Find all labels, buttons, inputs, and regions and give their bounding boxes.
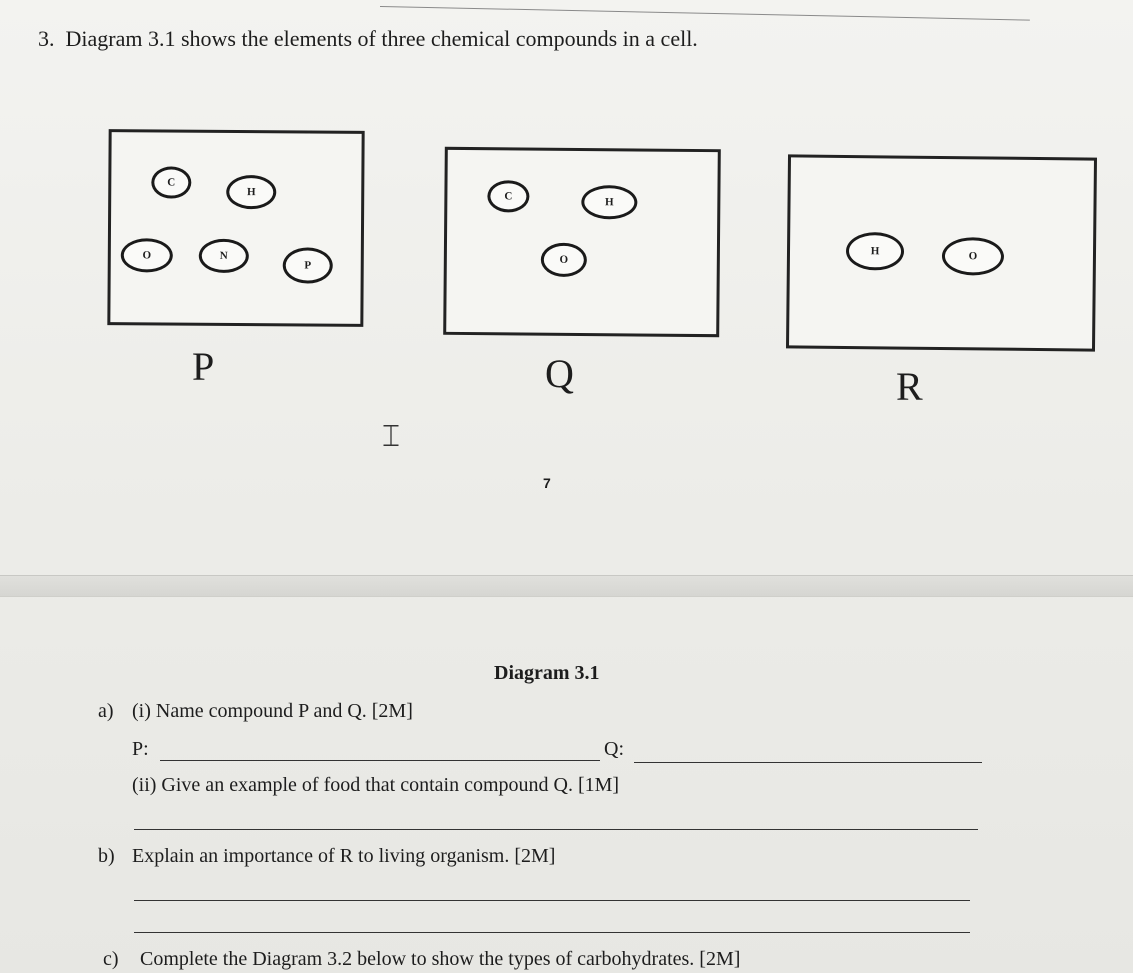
answer-p-line[interactable] <box>160 760 600 761</box>
answer-a-ii-line[interactable] <box>134 829 978 830</box>
question-3-heading <box>38 26 698 52</box>
atom-o: O <box>121 238 173 272</box>
compound-r-label: R <box>896 364 923 409</box>
atom-o: O <box>942 237 1004 276</box>
compound-p-label: P <box>192 344 215 389</box>
compound-r-box <box>786 154 1097 351</box>
atom-h: H <box>581 185 637 219</box>
part-b-question: Explain an importance of R to living organism. [2M] <box>132 845 556 867</box>
part-a-i-question: (i) Name compound P and Q. [2M] <box>132 700 413 722</box>
diagram-caption: Diagram 3.1 <box>494 662 600 684</box>
atom-o: O <box>541 243 587 277</box>
part-c-question: Complete the Diagram 3.2 below to show the types of carbohydrates. [2M] <box>140 948 741 970</box>
answer-b-line-1[interactable] <box>134 900 970 901</box>
compound-p-box <box>107 129 364 327</box>
page-top-edge <box>380 6 1030 21</box>
part-a-ii-question: (ii) Give an example of food that contain compound Q. [1M] <box>132 774 620 796</box>
part-b-label: b) <box>98 845 115 867</box>
text-cursor-icon: ⌶ <box>382 420 400 453</box>
part-c-label: c) <box>103 948 119 970</box>
part-a-label: a) <box>98 700 114 722</box>
atom-n: N <box>199 239 249 273</box>
compound-q-label: Q <box>545 351 574 396</box>
question-number: 3. <box>38 26 55 51</box>
atom-h: H <box>226 175 276 209</box>
atom-c: C <box>487 180 529 212</box>
atom-h: H <box>846 232 904 271</box>
answer-q-label: Q: <box>604 738 624 760</box>
compound-q-box <box>443 147 721 337</box>
page-number: 7 <box>543 475 551 491</box>
page-break <box>0 575 1133 597</box>
answer-p-label: P: <box>132 738 149 760</box>
question-text: Diagram 3.1 shows the elements of three chemical compounds in a cell. <box>65 26 698 51</box>
answer-q-line[interactable] <box>634 762 982 763</box>
atom-p: P <box>283 247 333 283</box>
answer-b-line-2[interactable] <box>134 932 970 933</box>
atom-c: C <box>151 166 191 198</box>
